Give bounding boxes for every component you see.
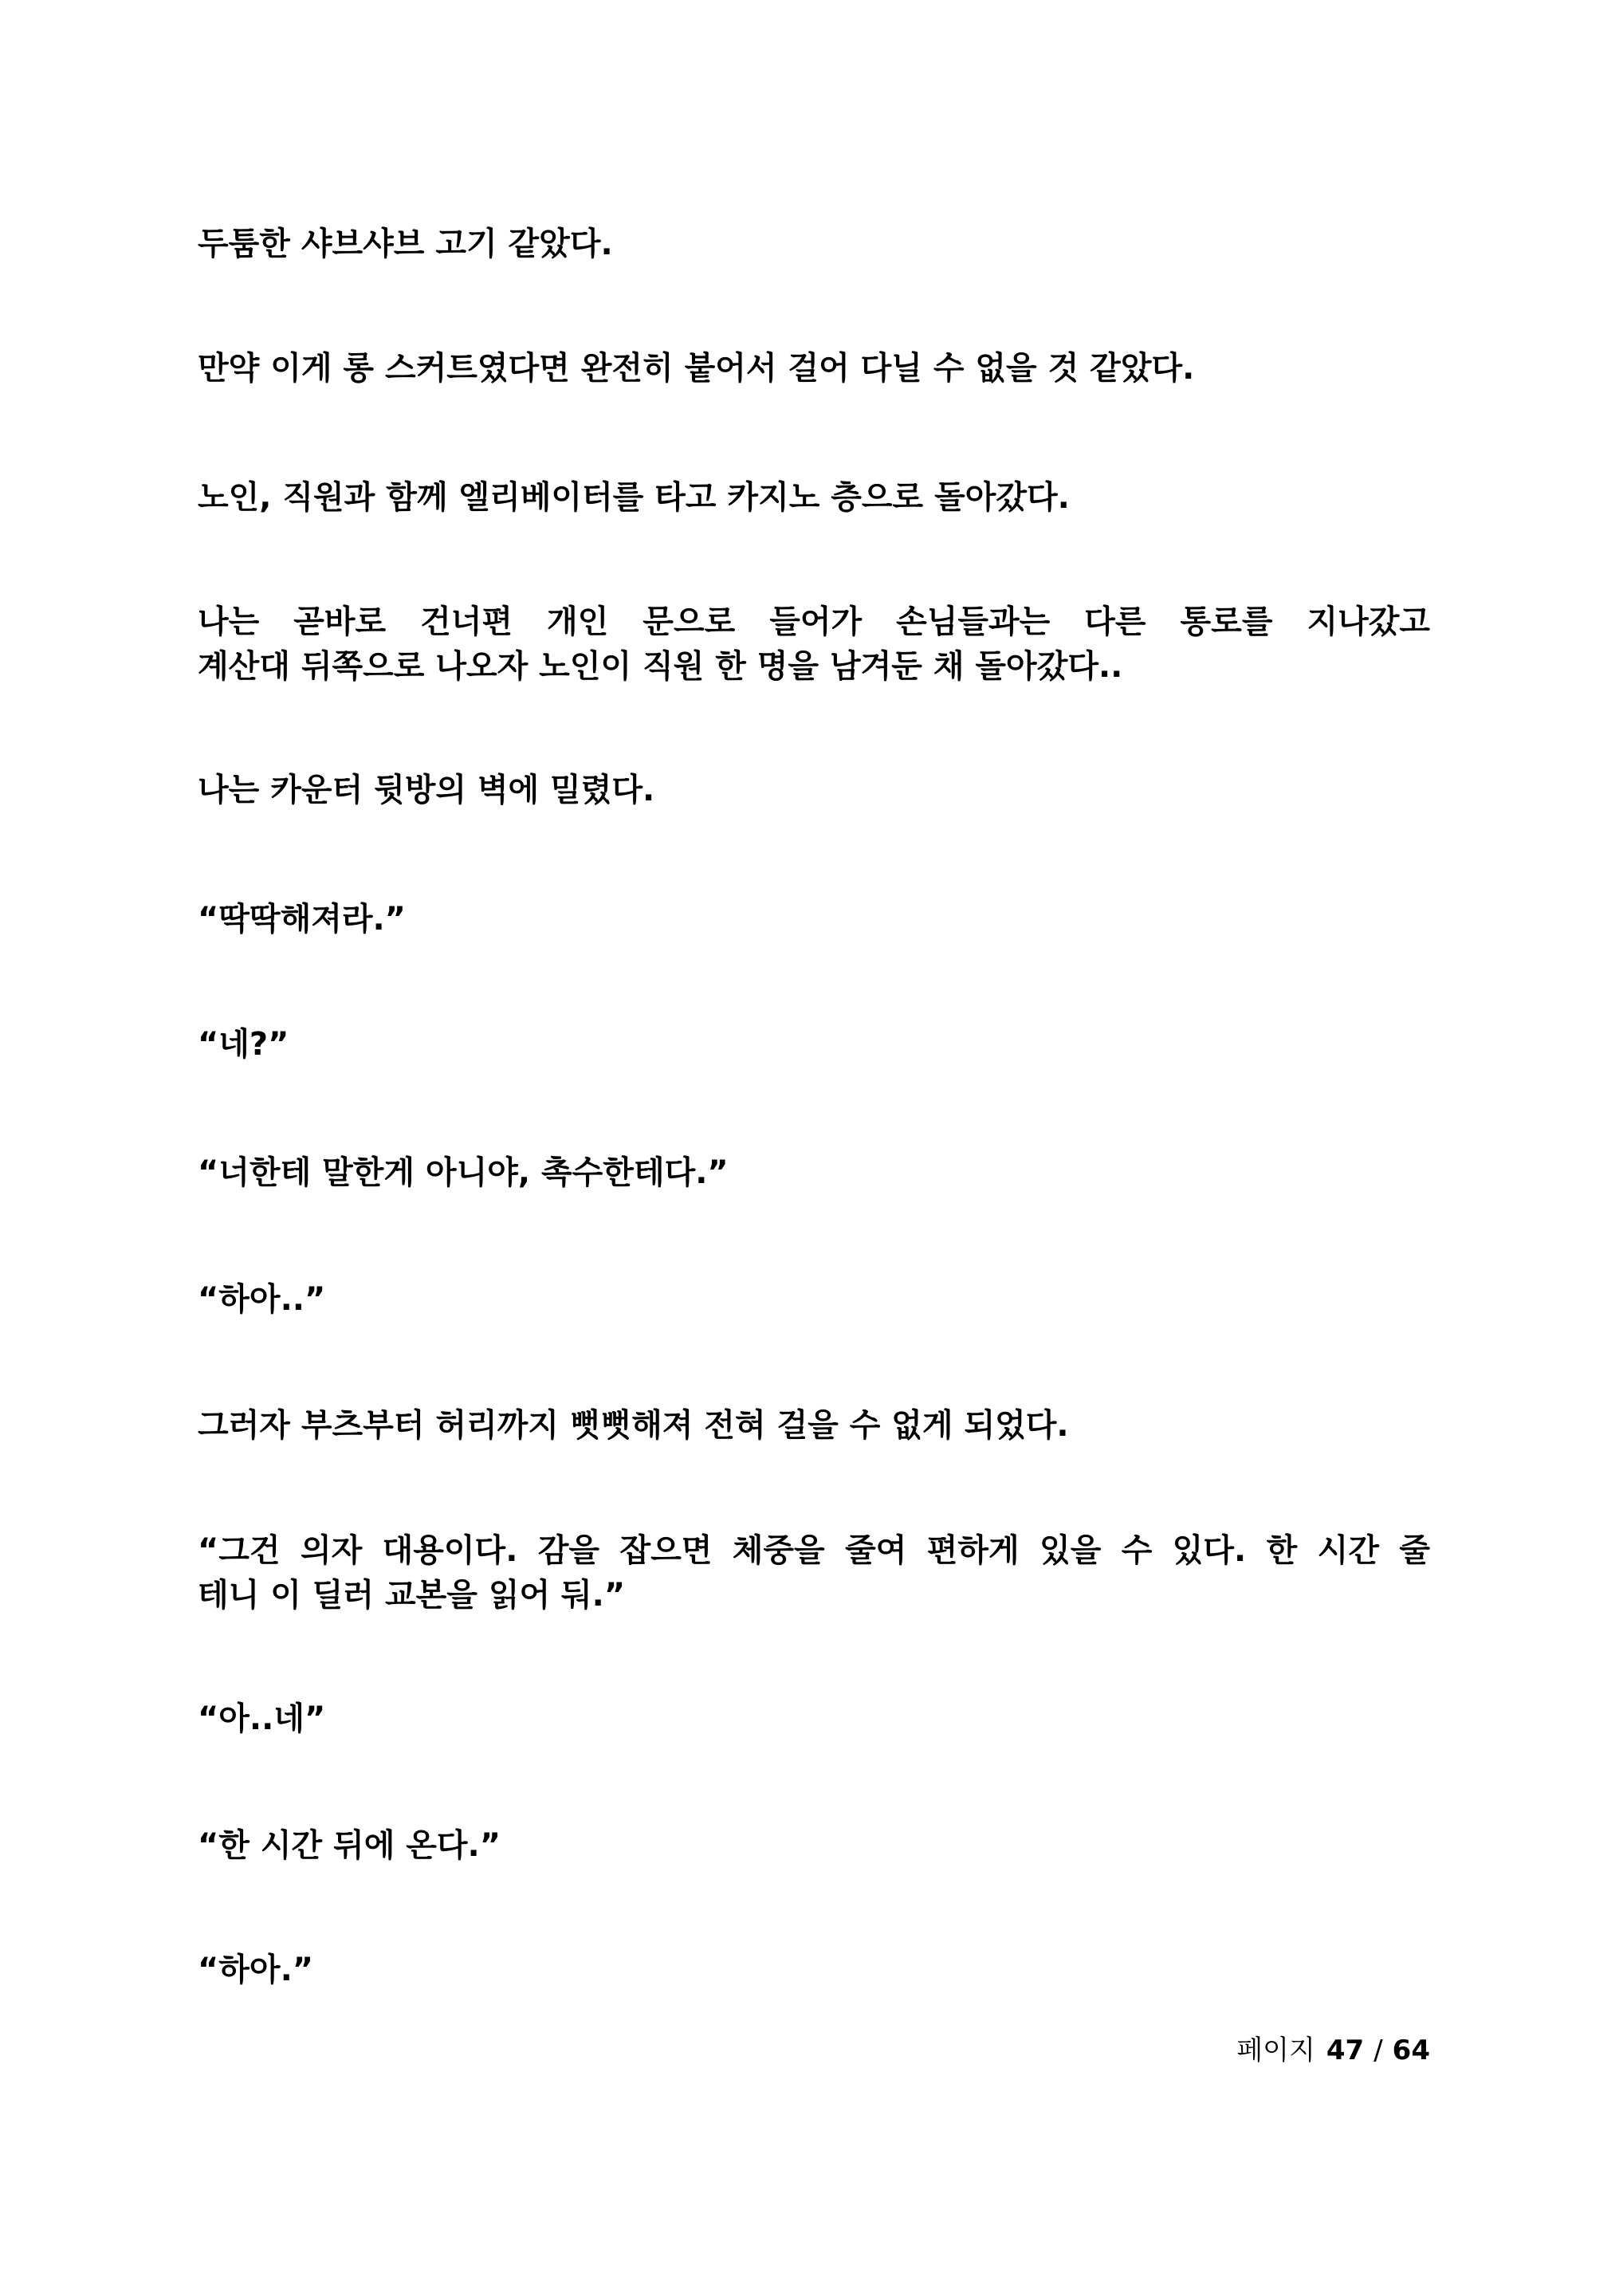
paragraph: [198, 600, 1430, 689]
dialogue-line: “하아.”: [198, 1952, 314, 1988]
paragraph: [198, 1948, 1430, 1992]
paragraph-line: 나는 곧바로 건너편 개인 문으로 들어가 손님들과는 다른 통로를 지나갔고: [198, 603, 1430, 640]
paragraph: [198, 1022, 1430, 1067]
page-label: 페이지: [1236, 2035, 1315, 2066]
page-number: [1236, 2033, 1430, 2068]
paragraph: [198, 222, 1430, 266]
paragraph: [198, 1150, 1430, 1195]
paragraph: [198, 768, 1430, 812]
paragraph: [198, 1696, 1430, 1741]
dialogue-line: “너한테 말한게 아니야, 촉수한테다.”: [198, 1154, 729, 1191]
paragraph-line: 두툼한 샤브샤브 고기 같았다.: [198, 226, 613, 262]
paragraph: [198, 1277, 1430, 1322]
paragraph-line: 만약 이게 롱 스커트였다면 완전히 붙어서 걸어 다닐 수 없을 것 같았다.: [198, 350, 1195, 387]
paragraph: [198, 1823, 1430, 1868]
dialogue-line: “한 시간 뒤에 온다.”: [198, 1827, 501, 1864]
paragraph: [198, 1403, 1430, 1448]
paragraph: [198, 346, 1430, 391]
paragraph: [198, 475, 1430, 520]
dialogue-line: “아..네”: [198, 1700, 326, 1737]
paragraph-line: 나는 카운터 뒷방의 벽에 밀렸다.: [198, 772, 655, 808]
paragraph-line: 계산대 뒤쪽으로 나오자 노인이 직원 한 명을 남겨둔 채 돌아갔다..: [198, 648, 1123, 685]
dialogue-line: 테니 이 딜러 교본을 읽어 둬.”: [198, 1577, 626, 1614]
dialogue-line: “딱딱해져라.”: [198, 901, 406, 938]
paragraph: [198, 1528, 1430, 1618]
paragraph-line: 그러자 부츠부터 허리까지 뻣뻣해져 전혀 걸을 수 없게 되었다.: [198, 1407, 1069, 1444]
current-page-number: 47: [1326, 2035, 1365, 2066]
dialogue-line: “네?”: [198, 1026, 289, 1063]
total-pages-number: 64: [1392, 2035, 1430, 2066]
dialogue-line: “하아..”: [198, 1281, 326, 1318]
dialogue-line: “그건 의자 대용이다. 감을 잡으면 체중을 줄여 편하게 있을 수 있다. 한 시간 줄: [198, 1532, 1430, 1569]
paragraph-line: 노인, 직원과 함께 엘리베이터를 타고 카지노 층으로 돌아갔다.: [198, 479, 1070, 516]
paragraph: [198, 897, 1430, 942]
page-separator: /: [1373, 2035, 1383, 2066]
